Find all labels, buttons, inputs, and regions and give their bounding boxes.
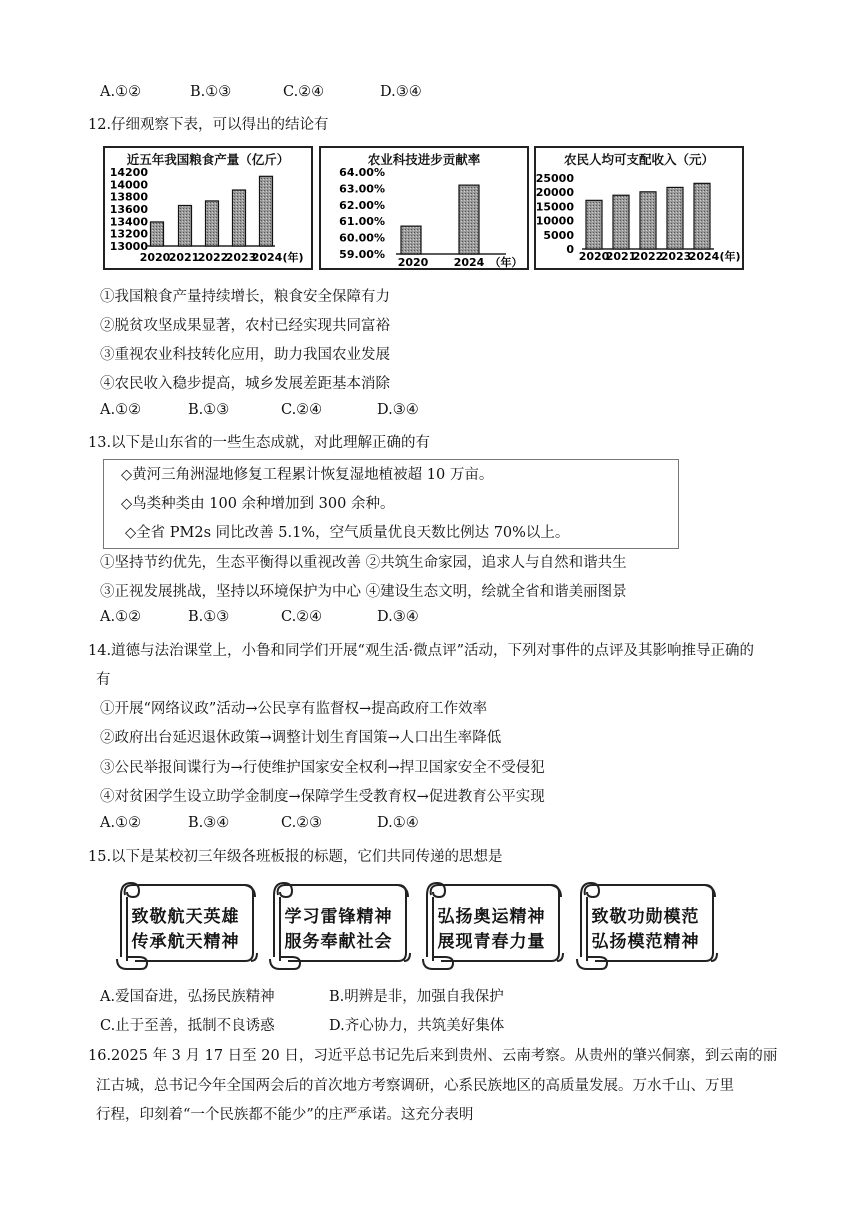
q15-option-b[interactable]: B.明辨是非，加强自我保护 [329, 989, 504, 1005]
grain-chart-title: 近五年我国粮食产量（亿斤） [126, 152, 290, 167]
y-tick-label: 25000 [536, 172, 574, 185]
grain-chart [103, 146, 313, 270]
q13-option-b[interactable]: B.①③ [188, 609, 230, 625]
scroll-curl-bottom [117, 957, 147, 969]
q13-statements-line-1: ①坚持节约优先，生态平衡得以重视改善 ②共筑生命家园，追求人与自然和谐共生 [100, 555, 627, 571]
y-tick-label: 59.00% [339, 248, 385, 261]
board-title-scroll-3 [419, 877, 564, 972]
bar-2024 [260, 176, 273, 246]
q11-option-d[interactable]: D.③④ [380, 84, 422, 100]
q12-statement-2: ②脱贫攻坚成果显著，农村已经实现共同富裕 [100, 318, 390, 334]
income-chart-svg [536, 148, 742, 268]
board-title-scroll-4 [573, 877, 718, 972]
x-tick-label: 2024 [251, 251, 283, 264]
y-tick-label: 13000 [109, 240, 148, 253]
bar-2020 [586, 200, 602, 249]
y-tick-label: 15000 [536, 200, 574, 214]
ecology-item-1: ◇黄河三角洲湿地修复工程累计恢复湿地植被超 10 万亩。 [121, 467, 494, 483]
bar-2022 [206, 201, 219, 246]
bar-2022 [640, 192, 656, 249]
y-tick-label: 60.00% [339, 231, 385, 245]
x-tick-label: 2020 [578, 250, 610, 263]
q13-option-c[interactable]: C.②④ [281, 609, 323, 625]
y-tick-label: 10000 [536, 214, 574, 228]
q11-option-c[interactable]: C.②④ [283, 84, 325, 100]
x-tick-label: 2022 [632, 250, 664, 263]
ecology-achievements-box [103, 459, 679, 549]
q13-stem: 13.以下是山东省的一些生态成就，对此理解正确的有 [88, 435, 431, 451]
x-unit-label: (年) [719, 250, 741, 263]
q13-option-a[interactable]: A.①② [100, 609, 142, 625]
tech-chart [319, 146, 529, 270]
board-title-scroll-1 [113, 877, 258, 972]
q14-option-b[interactable]: B.③④ [188, 815, 230, 831]
q14-option-d[interactable]: D.①④ [377, 815, 419, 831]
bar-2021 [179, 205, 192, 246]
income-chart-title: 农民人均可支配收入（元） [563, 152, 714, 167]
y-tick-label: 13600 [109, 203, 148, 216]
bar-2021 [613, 195, 629, 249]
q14-statement-3: ③公民举报间谍行为→行使维护国家安全权利→捍卫国家安全不受侵犯 [100, 760, 545, 776]
q12-stem: 12.仔细观察下表，可以得出的结论有 [88, 117, 329, 133]
scroll-3-line-2: 展现青春力量 [437, 932, 546, 952]
income-chart [534, 146, 744, 270]
x-tick-label: 2021 [168, 251, 200, 264]
q15-option-a[interactable]: A.爱国奋进，弘扬民族精神 [100, 989, 275, 1005]
ecology-item-3: ◇全省 PM2s 同比改善 5.1%，空气质量优良天数比例达 70%以上。 [125, 525, 570, 541]
y-tick-label: 13400 [109, 215, 148, 229]
scroll-3-line-1: 弘扬奥运精神 [437, 907, 546, 927]
q12-statement-1: ①我国粮食产量持续增长，粮食安全保障有力 [100, 289, 390, 305]
bar-2024 [459, 185, 479, 254]
x-unit-label: （年） [489, 256, 523, 268]
q13-statements-line-2: ③正视发展挑战，坚持以环境保护为中心 ④建设生态文明，绘就全省和谐美丽图景 [100, 584, 627, 600]
scroll-2-line-2: 服务奉献社会 [284, 932, 393, 952]
tech-chart-svg [321, 148, 527, 268]
scroll-1-line-2: 传承航天精神 [131, 932, 240, 952]
tech-chart-title: 农业科技进步贡献率 [367, 152, 481, 167]
scroll-curl-bottom [270, 957, 300, 969]
x-tick-label: 2022 [197, 251, 229, 264]
x-unit-label: (年) [282, 251, 304, 264]
y-tick-label: 5000 [543, 228, 574, 242]
y-tick-label: 14200 [109, 166, 148, 179]
q11-option-a[interactable]: A.①② [100, 84, 142, 100]
scroll-2-line-1: 学习雷锋精神 [284, 907, 393, 927]
q15-stem: 15.以下是某校初三年级各班板报的标题，它们共同传递的思想是 [88, 849, 503, 865]
q12-option-a[interactable]: A.①② [100, 402, 142, 418]
bar-2020 [401, 226, 421, 254]
q14-option-c[interactable]: C.②③ [281, 815, 323, 831]
q14-statement-2: ②政府出台延迟退休政策→调整计划生育国策→人口出生率降低 [100, 730, 502, 746]
q15-option-c[interactable]: C.止于至善，抵制不良诱惑 [100, 1018, 275, 1034]
x-tick-label: 2020 [397, 256, 429, 268]
y-tick-label: 14000 [109, 178, 148, 192]
x-tick-label: 2021 [605, 250, 637, 263]
bar-2024 [694, 183, 710, 249]
x-tick-label: 2020 [139, 251, 171, 264]
x-tick-label: 2024 [453, 256, 485, 268]
q14-statement-4: ④对贫困学生设立助学金制度→保障学生受教育权→促进教育公平实现 [100, 789, 545, 805]
y-tick-label: 63.00% [339, 182, 385, 196]
q13-option-d[interactable]: D.③④ [377, 609, 419, 625]
q12-option-d[interactable]: D.③④ [377, 402, 419, 418]
bar-2023 [233, 190, 246, 246]
q14-option-a[interactable]: A.①② [100, 815, 142, 831]
y-tick-label: 13200 [109, 227, 148, 241]
q14-stem-line-1: 14.道德与法治课堂上，小鲁和同学们开展“观生活·微点评”活动，下列对事件的点评及其影响推导正确的 [88, 643, 754, 659]
scroll-1-line-1: 致敬航天英雄 [131, 907, 240, 927]
q12-option-c[interactable]: C.②④ [281, 402, 323, 418]
q12-statement-4: ④农民收入稳步提高，城乡发展差距基本消除 [100, 376, 390, 392]
x-tick-label: 2023 [225, 251, 257, 264]
y-tick-label: 64.00% [339, 166, 385, 179]
y-tick-label: 13800 [109, 190, 148, 204]
grain-chart-svg [105, 148, 311, 268]
y-tick-label: 20000 [536, 186, 574, 200]
scroll-curl-bottom [423, 957, 453, 969]
q16-line-3: 行程，印刻着“一个民族都不能少”的庄严承诺。这充分表明 [96, 1107, 474, 1123]
q11-option-b[interactable]: B.①③ [190, 84, 232, 100]
scroll-4-line-1: 致敬功勋模范 [591, 907, 700, 927]
y-tick-label: 62.00% [339, 198, 385, 212]
q15-option-d[interactable]: D.齐心协力，共筑美好集体 [329, 1018, 505, 1034]
q12-option-b[interactable]: B.①③ [188, 402, 230, 418]
q16-line-2: 江古城，总书记今年全国两会后的首次地方考察调研，心系民族地区的高质量发展。万水千山、万里 [96, 1078, 734, 1094]
q14-statement-1: ①开展“网络议政”活动→公民享有监督权→提高政府工作效率 [100, 701, 488, 717]
x-tick-label: 2024 [688, 250, 720, 263]
q16-line-1: 16.2025 年 3 月 17 日至 20 日，习近平总书记先后来到贵州、云南考察。从贵州的肇兴侗寨，到云南的丽 [88, 1048, 778, 1064]
y-tick-label: 0 [566, 243, 574, 256]
y-tick-label: 61.00% [339, 215, 385, 229]
board-title-scroll-2 [266, 877, 411, 972]
bar-2020 [151, 222, 164, 246]
q12-statement-3: ③重视农业科技转化应用，助力我国农业发展 [100, 347, 390, 363]
x-tick-label: 2023 [660, 250, 692, 263]
scroll-4-line-2: 弘扬模范精神 [591, 932, 700, 952]
bar-2023 [667, 187, 683, 249]
ecology-item-2: ◇鸟类种类由 100 余种增加到 300 余种。 [121, 496, 395, 512]
q14-stem-line-2: 有 [96, 672, 111, 688]
scroll-curl-bottom [577, 957, 607, 969]
